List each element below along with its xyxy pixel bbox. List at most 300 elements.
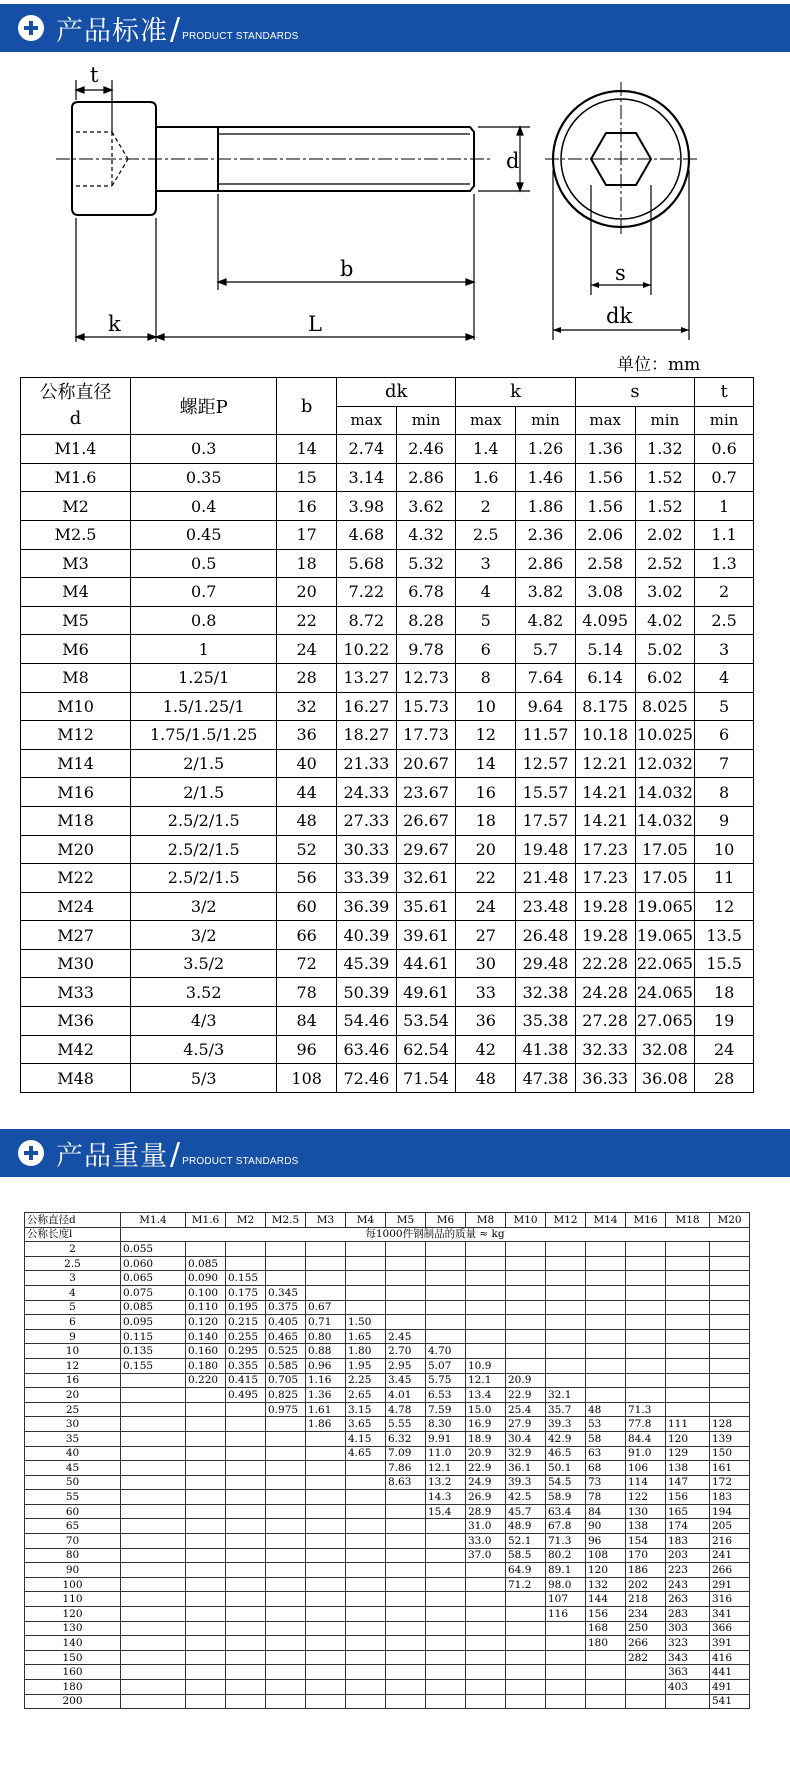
weight-cell <box>386 1636 426 1651</box>
table-row <box>21 835 754 864</box>
table-cell: M27 <box>21 921 131 950</box>
table-row <box>21 806 754 835</box>
weight-cell <box>466 1621 506 1636</box>
table-row <box>25 1650 750 1665</box>
weight-cell: 63 <box>586 1446 626 1461</box>
weight-cell <box>386 1563 426 1578</box>
table-row <box>25 1417 750 1432</box>
table-row <box>25 1285 750 1300</box>
weight-cell <box>121 1665 186 1680</box>
weight-cell: 120 <box>666 1431 710 1446</box>
weight-cell <box>186 1680 226 1695</box>
weight-cell <box>266 1548 306 1563</box>
table-cell: 30.33 <box>337 835 397 864</box>
table-cell: 28 <box>695 1064 754 1093</box>
weight-cell <box>546 1636 586 1651</box>
weight-cell: 0.525 <box>266 1344 306 1359</box>
table-cell: 2.5 <box>695 606 754 635</box>
section-header-standards <box>0 4 790 52</box>
weight-cell: 0.255 <box>226 1329 266 1344</box>
weight-cell: 266 <box>710 1563 750 1578</box>
weight-cell <box>121 1650 186 1665</box>
weight-cell <box>186 1446 226 1461</box>
label-s: s <box>615 261 626 285</box>
weight-cell: 0.345 <box>266 1285 306 1300</box>
weight-cell <box>226 1256 266 1271</box>
table-cell: 24.065 <box>635 978 695 1007</box>
weight-cell <box>626 1680 666 1695</box>
weight-cell: 130 <box>626 1504 666 1519</box>
table-cell: 4.095 <box>575 606 635 635</box>
weight-cell <box>506 1680 546 1695</box>
weight-cell: 174 <box>666 1519 710 1534</box>
weight-cell: 0.67 <box>306 1300 346 1315</box>
table-row <box>25 1446 750 1461</box>
weight-cell: 0.415 <box>226 1373 266 1388</box>
table-cell: 26.48 <box>516 921 576 950</box>
table-cell: 45.39 <box>337 949 397 978</box>
table-cell: 36.33 <box>575 1064 635 1093</box>
table-cell: 3.5/2 <box>131 949 277 978</box>
weight-cell <box>306 1431 346 1446</box>
weight-cell: 89.1 <box>546 1563 586 1578</box>
subheader-cell: max <box>456 406 516 435</box>
weight-cell <box>346 1256 386 1271</box>
weight-cell: 107 <box>546 1592 586 1607</box>
weight-cell <box>346 1461 386 1476</box>
weight-cell: 0.180 <box>186 1358 226 1373</box>
weight-cell: 64.9 <box>506 1563 546 1578</box>
weight-cell <box>426 1563 466 1578</box>
table-cell: 16 <box>277 492 337 521</box>
table-cell: 1.32 <box>635 435 695 464</box>
table-cell: 22.28 <box>575 949 635 978</box>
weight-cell <box>346 1621 386 1636</box>
table-cell: 78 <box>277 978 337 1007</box>
weight-cell <box>426 1621 466 1636</box>
weight-cell: 98.0 <box>546 1577 586 1592</box>
weight-cell: 0.085 <box>186 1256 226 1271</box>
weight-cell <box>226 1504 266 1519</box>
table-cell: 3.62 <box>396 492 456 521</box>
weight-cell: 5.75 <box>426 1373 466 1388</box>
length-cell: 5 <box>25 1300 121 1315</box>
weight-cell: 14.3 <box>426 1490 466 1505</box>
table-cell: 10 <box>695 835 754 864</box>
length-cell: 60 <box>25 1504 121 1519</box>
weight-cell <box>546 1315 586 1330</box>
table-cell: 26.67 <box>396 806 456 835</box>
weight-table <box>24 1212 750 1709</box>
weight-cell <box>466 1300 506 1315</box>
section-title: 产品标准 <box>56 15 168 47</box>
weight-cell <box>666 1256 710 1271</box>
weight-cell <box>306 1607 346 1622</box>
weight-cell <box>266 1431 306 1446</box>
weight-cell <box>626 1358 666 1373</box>
weight-cell <box>186 1490 226 1505</box>
weight-cell <box>266 1504 306 1519</box>
section-subtitle: PRODUCT STANDARDS <box>182 30 299 42</box>
weight-cell <box>386 1577 426 1592</box>
weight-cell <box>626 1256 666 1271</box>
table-cell: 4.02 <box>635 606 695 635</box>
weight-cell: 2.95 <box>386 1358 426 1373</box>
weight-cell <box>586 1315 626 1330</box>
weight-cell <box>226 1607 266 1622</box>
weight-cell: 0.115 <box>121 1329 186 1344</box>
weight-cell <box>121 1563 186 1578</box>
weight-cell <box>546 1300 586 1315</box>
weight-cell: 10.9 <box>466 1358 506 1373</box>
size-header-cell: M1.6 <box>186 1213 226 1228</box>
weight-cell: 0.135 <box>121 1344 186 1359</box>
weight-cell <box>386 1271 426 1286</box>
weight-cell <box>546 1285 586 1300</box>
weight-cell <box>426 1636 466 1651</box>
weight-cell <box>186 1621 226 1636</box>
table-cell: 6.78 <box>396 578 456 607</box>
length-cell: 80 <box>25 1548 121 1563</box>
weight-cell <box>121 1680 186 1695</box>
table-cell: 3/2 <box>131 892 277 921</box>
weight-cell <box>186 1242 226 1257</box>
weight-cell <box>121 1577 186 1592</box>
weight-cell: 303 <box>666 1621 710 1636</box>
weight-cell <box>306 1285 346 1300</box>
weight-cell: 114 <box>626 1475 666 1490</box>
weight-cell <box>666 1402 710 1417</box>
weight-cell <box>710 1402 750 1417</box>
table-cell: 27.33 <box>337 806 397 835</box>
table-cell: 1.46 <box>516 463 576 492</box>
weight-cell: 138 <box>626 1519 666 1534</box>
title-slash: / <box>170 1136 181 1172</box>
weight-cell <box>386 1650 426 1665</box>
weight-cell <box>586 1650 626 1665</box>
table-row <box>25 1636 750 1651</box>
weight-cell: 16.9 <box>466 1417 506 1432</box>
subheader-cell: min <box>516 406 576 435</box>
weight-cell <box>186 1431 226 1446</box>
weight-cell <box>226 1577 266 1592</box>
weight-cell <box>586 1358 626 1373</box>
weight-cell <box>186 1475 226 1490</box>
table-cell: 33.39 <box>337 864 397 893</box>
table-cell: 24 <box>456 892 516 921</box>
length-cell: 2 <box>25 1242 121 1257</box>
weight-cell: 139 <box>710 1431 750 1446</box>
weight-cell <box>121 1534 186 1549</box>
weight-cell <box>426 1577 466 1592</box>
weight-cell: 282 <box>626 1650 666 1665</box>
label-b: b <box>340 257 354 281</box>
table-cell: M30 <box>21 949 131 978</box>
table-cell: 1.26 <box>516 435 576 464</box>
table-cell: 12.57 <box>516 749 576 778</box>
size-header-cell: M2.5 <box>266 1213 306 1228</box>
table-cell: 14 <box>456 749 516 778</box>
header-k: k <box>456 378 575 407</box>
weight-cell: 0.465 <box>266 1329 306 1344</box>
table-cell: M10 <box>21 692 131 721</box>
weight-cell <box>266 1577 306 1592</box>
table-cell: 0.6 <box>695 435 754 464</box>
table-cell: 4/3 <box>131 1007 277 1036</box>
weight-cell <box>186 1461 226 1476</box>
table-cell: 15.73 <box>396 692 456 721</box>
size-header-cell: M5 <box>386 1213 426 1228</box>
weight-cell <box>386 1607 426 1622</box>
weight-cell <box>426 1329 466 1344</box>
table-cell: 0.7 <box>695 463 754 492</box>
length-cell: 4 <box>25 1285 121 1300</box>
weight-cell: 67.8 <box>546 1519 586 1534</box>
table-cell: 1.52 <box>635 463 695 492</box>
table-cell: 72.46 <box>337 1064 397 1093</box>
table-cell: 2.58 <box>575 549 635 578</box>
table-cell: 8.025 <box>635 692 695 721</box>
weight-cell <box>506 1358 546 1373</box>
weight-cell <box>586 1680 626 1695</box>
table-cell: 15 <box>277 463 337 492</box>
table-cell: 1.75/1.5/1.25 <box>131 721 277 750</box>
weight-cell <box>426 1242 466 1257</box>
length-cell: 110 <box>25 1592 121 1607</box>
length-cell: 9 <box>25 1329 121 1344</box>
weight-cell <box>626 1300 666 1315</box>
table-cell: 5.14 <box>575 635 635 664</box>
weight-cell <box>306 1475 346 1490</box>
weight-cell <box>586 1329 626 1344</box>
weight-cell: 4.01 <box>386 1388 426 1403</box>
weight-cell: 91.0 <box>626 1446 666 1461</box>
weight-cell <box>186 1665 226 1680</box>
weight-cell <box>586 1665 626 1680</box>
table-cell: 32.08 <box>635 1035 695 1064</box>
weight-cell <box>586 1271 626 1286</box>
table-cell: 15.57 <box>516 778 576 807</box>
weight-cell: 183 <box>710 1490 750 1505</box>
table-row <box>25 1388 750 1403</box>
length-cell: 30 <box>25 1417 121 1432</box>
weight-cell <box>546 1373 586 1388</box>
weight-cell: 39.3 <box>506 1475 546 1490</box>
table-cell: 2.74 <box>337 435 397 464</box>
table-cell: 49.61 <box>396 978 456 1007</box>
table-cell: M8 <box>21 663 131 692</box>
weight-cell: 54.5 <box>546 1475 586 1490</box>
weight-cell: 71.3 <box>546 1534 586 1549</box>
weight-cell <box>666 1242 710 1257</box>
weight-cell <box>186 1519 226 1534</box>
weight-cell: 48 <box>586 1402 626 1417</box>
table-row <box>21 749 754 778</box>
weight-cell: 203 <box>666 1548 710 1563</box>
weight-cell <box>266 1636 306 1651</box>
table-cell: 3.14 <box>337 463 397 492</box>
table-cell: 17.05 <box>635 864 695 893</box>
weight-cell: 0.075 <box>121 1285 186 1300</box>
weight-cell <box>346 1519 386 1534</box>
weight-cell: 48.9 <box>506 1519 546 1534</box>
weight-cell: 0.80 <box>306 1329 346 1344</box>
table-cell: 24 <box>277 635 337 664</box>
weight-cell <box>306 1577 346 1592</box>
weight-cell: 58.9 <box>546 1490 586 1505</box>
weight-cell: 58.5 <box>506 1548 546 1563</box>
weight-cell <box>346 1680 386 1695</box>
table-cell: 40.39 <box>337 921 397 950</box>
weight-cell <box>386 1621 426 1636</box>
weight-cell <box>266 1519 306 1534</box>
table-cell: 17.73 <box>396 721 456 750</box>
weight-cell <box>506 1650 546 1665</box>
table-cell: 1 <box>131 635 277 664</box>
table-cell: 7.64 <box>516 663 576 692</box>
weight-cell: 194 <box>710 1504 750 1519</box>
length-cell: 120 <box>25 1607 121 1622</box>
weight-cell: 223 <box>666 1563 710 1578</box>
table-cell: 8.175 <box>575 692 635 721</box>
weight-cell: 234 <box>626 1607 666 1622</box>
weight-cell: 8.30 <box>426 1417 466 1432</box>
table-cell: 30 <box>456 949 516 978</box>
weight-cell: 0.065 <box>121 1271 186 1286</box>
weight-cell <box>306 1592 346 1607</box>
weight-cell <box>306 1534 346 1549</box>
weight-cell <box>266 1256 306 1271</box>
weight-cell: 22.9 <box>506 1388 546 1403</box>
weight-cell: 250 <box>626 1621 666 1636</box>
weight-cell <box>546 1694 586 1709</box>
weight-cell: 0.095 <box>121 1315 186 1330</box>
table-cell: 0.35 <box>131 463 277 492</box>
weight-cell: 7.59 <box>426 1402 466 1417</box>
weight-cell <box>121 1621 186 1636</box>
weight-cell: 12.1 <box>426 1461 466 1476</box>
table-cell: 2.52 <box>635 549 695 578</box>
weight-cell <box>346 1636 386 1651</box>
weight-cell <box>666 1300 710 1315</box>
header-b: b <box>277 378 337 435</box>
table-cell: 48 <box>456 1064 516 1093</box>
weight-cell <box>546 1344 586 1359</box>
weight-cell <box>466 1650 506 1665</box>
length-cell: 16 <box>25 1373 121 1388</box>
table-cell: M5 <box>21 606 131 635</box>
weight-cell <box>466 1592 506 1607</box>
section-header-weight <box>0 1129 790 1177</box>
weight-cell: 165 <box>666 1504 710 1519</box>
weight-cell <box>710 1242 750 1257</box>
weight-cell <box>306 1271 346 1286</box>
table-cell: 8 <box>695 778 754 807</box>
length-cell: 40 <box>25 1446 121 1461</box>
table-cell: 18 <box>277 549 337 578</box>
weight-cell <box>466 1563 506 1578</box>
weight-cell <box>666 1373 710 1388</box>
header-s: s <box>575 378 694 407</box>
weight-cell: 129 <box>666 1446 710 1461</box>
weight-cell <box>586 1256 626 1271</box>
table-cell: 3.82 <box>516 578 576 607</box>
weight-cell <box>306 1242 346 1257</box>
weight-cell: 116 <box>546 1607 586 1622</box>
table-cell: 1 <box>695 492 754 521</box>
plus-circle-icon <box>18 15 44 41</box>
table-cell: 1.4 <box>456 435 516 464</box>
table-cell: 3.08 <box>575 578 635 607</box>
weight-cell: 1.61 <box>306 1402 346 1417</box>
table-cell: 2.5 <box>456 520 516 549</box>
table-row <box>21 892 754 921</box>
table-cell: 71.54 <box>396 1064 456 1093</box>
label-k: k <box>108 312 121 336</box>
table-cell: 39.61 <box>396 921 456 950</box>
table-cell: 29.67 <box>396 835 456 864</box>
table-cell: M48 <box>21 1064 131 1093</box>
weight-cell: 42.9 <box>546 1431 586 1446</box>
size-header-cell: M8 <box>466 1213 506 1228</box>
weight-cell <box>346 1694 386 1709</box>
weight-cell <box>426 1256 466 1271</box>
table-cell: 24 <box>695 1035 754 1064</box>
weight-cell <box>546 1256 586 1271</box>
table-row <box>21 978 754 1007</box>
weight-cell: 46.5 <box>546 1446 586 1461</box>
weight-cell <box>506 1621 546 1636</box>
weight-cell <box>266 1461 306 1476</box>
table-cell: 0.5 <box>131 549 277 578</box>
length-cell: 90 <box>25 1563 121 1578</box>
length-cell: 100 <box>25 1577 121 1592</box>
weight-cell: 2.65 <box>346 1388 386 1403</box>
weight-cell: 366 <box>710 1621 750 1636</box>
length-cell: 12 <box>25 1358 121 1373</box>
weight-cell <box>346 1242 386 1257</box>
weight-cell <box>626 1388 666 1403</box>
weight-cell <box>506 1271 546 1286</box>
weight-cell <box>306 1680 346 1695</box>
weight-cell <box>546 1271 586 1286</box>
weight-cell: 77.8 <box>626 1417 666 1432</box>
table-cell: 20 <box>456 835 516 864</box>
table-cell: 108 <box>277 1064 337 1093</box>
weight-cell: 0.705 <box>266 1373 306 1388</box>
weight-cell: 150 <box>710 1446 750 1461</box>
table-cell: 47.38 <box>516 1064 576 1093</box>
table-row <box>21 463 754 492</box>
size-header-cell: M10 <box>506 1213 546 1228</box>
weight-cell <box>346 1490 386 1505</box>
weight-cell <box>666 1329 710 1344</box>
weight-cell <box>386 1519 426 1534</box>
table-row <box>25 1271 750 1286</box>
length-cell: 25 <box>25 1402 121 1417</box>
weight-cell: 20.9 <box>506 1373 546 1388</box>
size-header-cell: M20 <box>710 1213 750 1228</box>
table-cell: 19 <box>695 1007 754 1036</box>
table-cell: 35.38 <box>516 1007 576 1036</box>
table-cell: 50.39 <box>337 978 397 1007</box>
table-cell: 41.38 <box>516 1035 576 1064</box>
weight-cell: 122 <box>626 1490 666 1505</box>
weight-cell <box>306 1665 346 1680</box>
table-cell: 32.33 <box>575 1035 635 1064</box>
table-row <box>21 1035 754 1064</box>
weight-cell <box>346 1271 386 1286</box>
